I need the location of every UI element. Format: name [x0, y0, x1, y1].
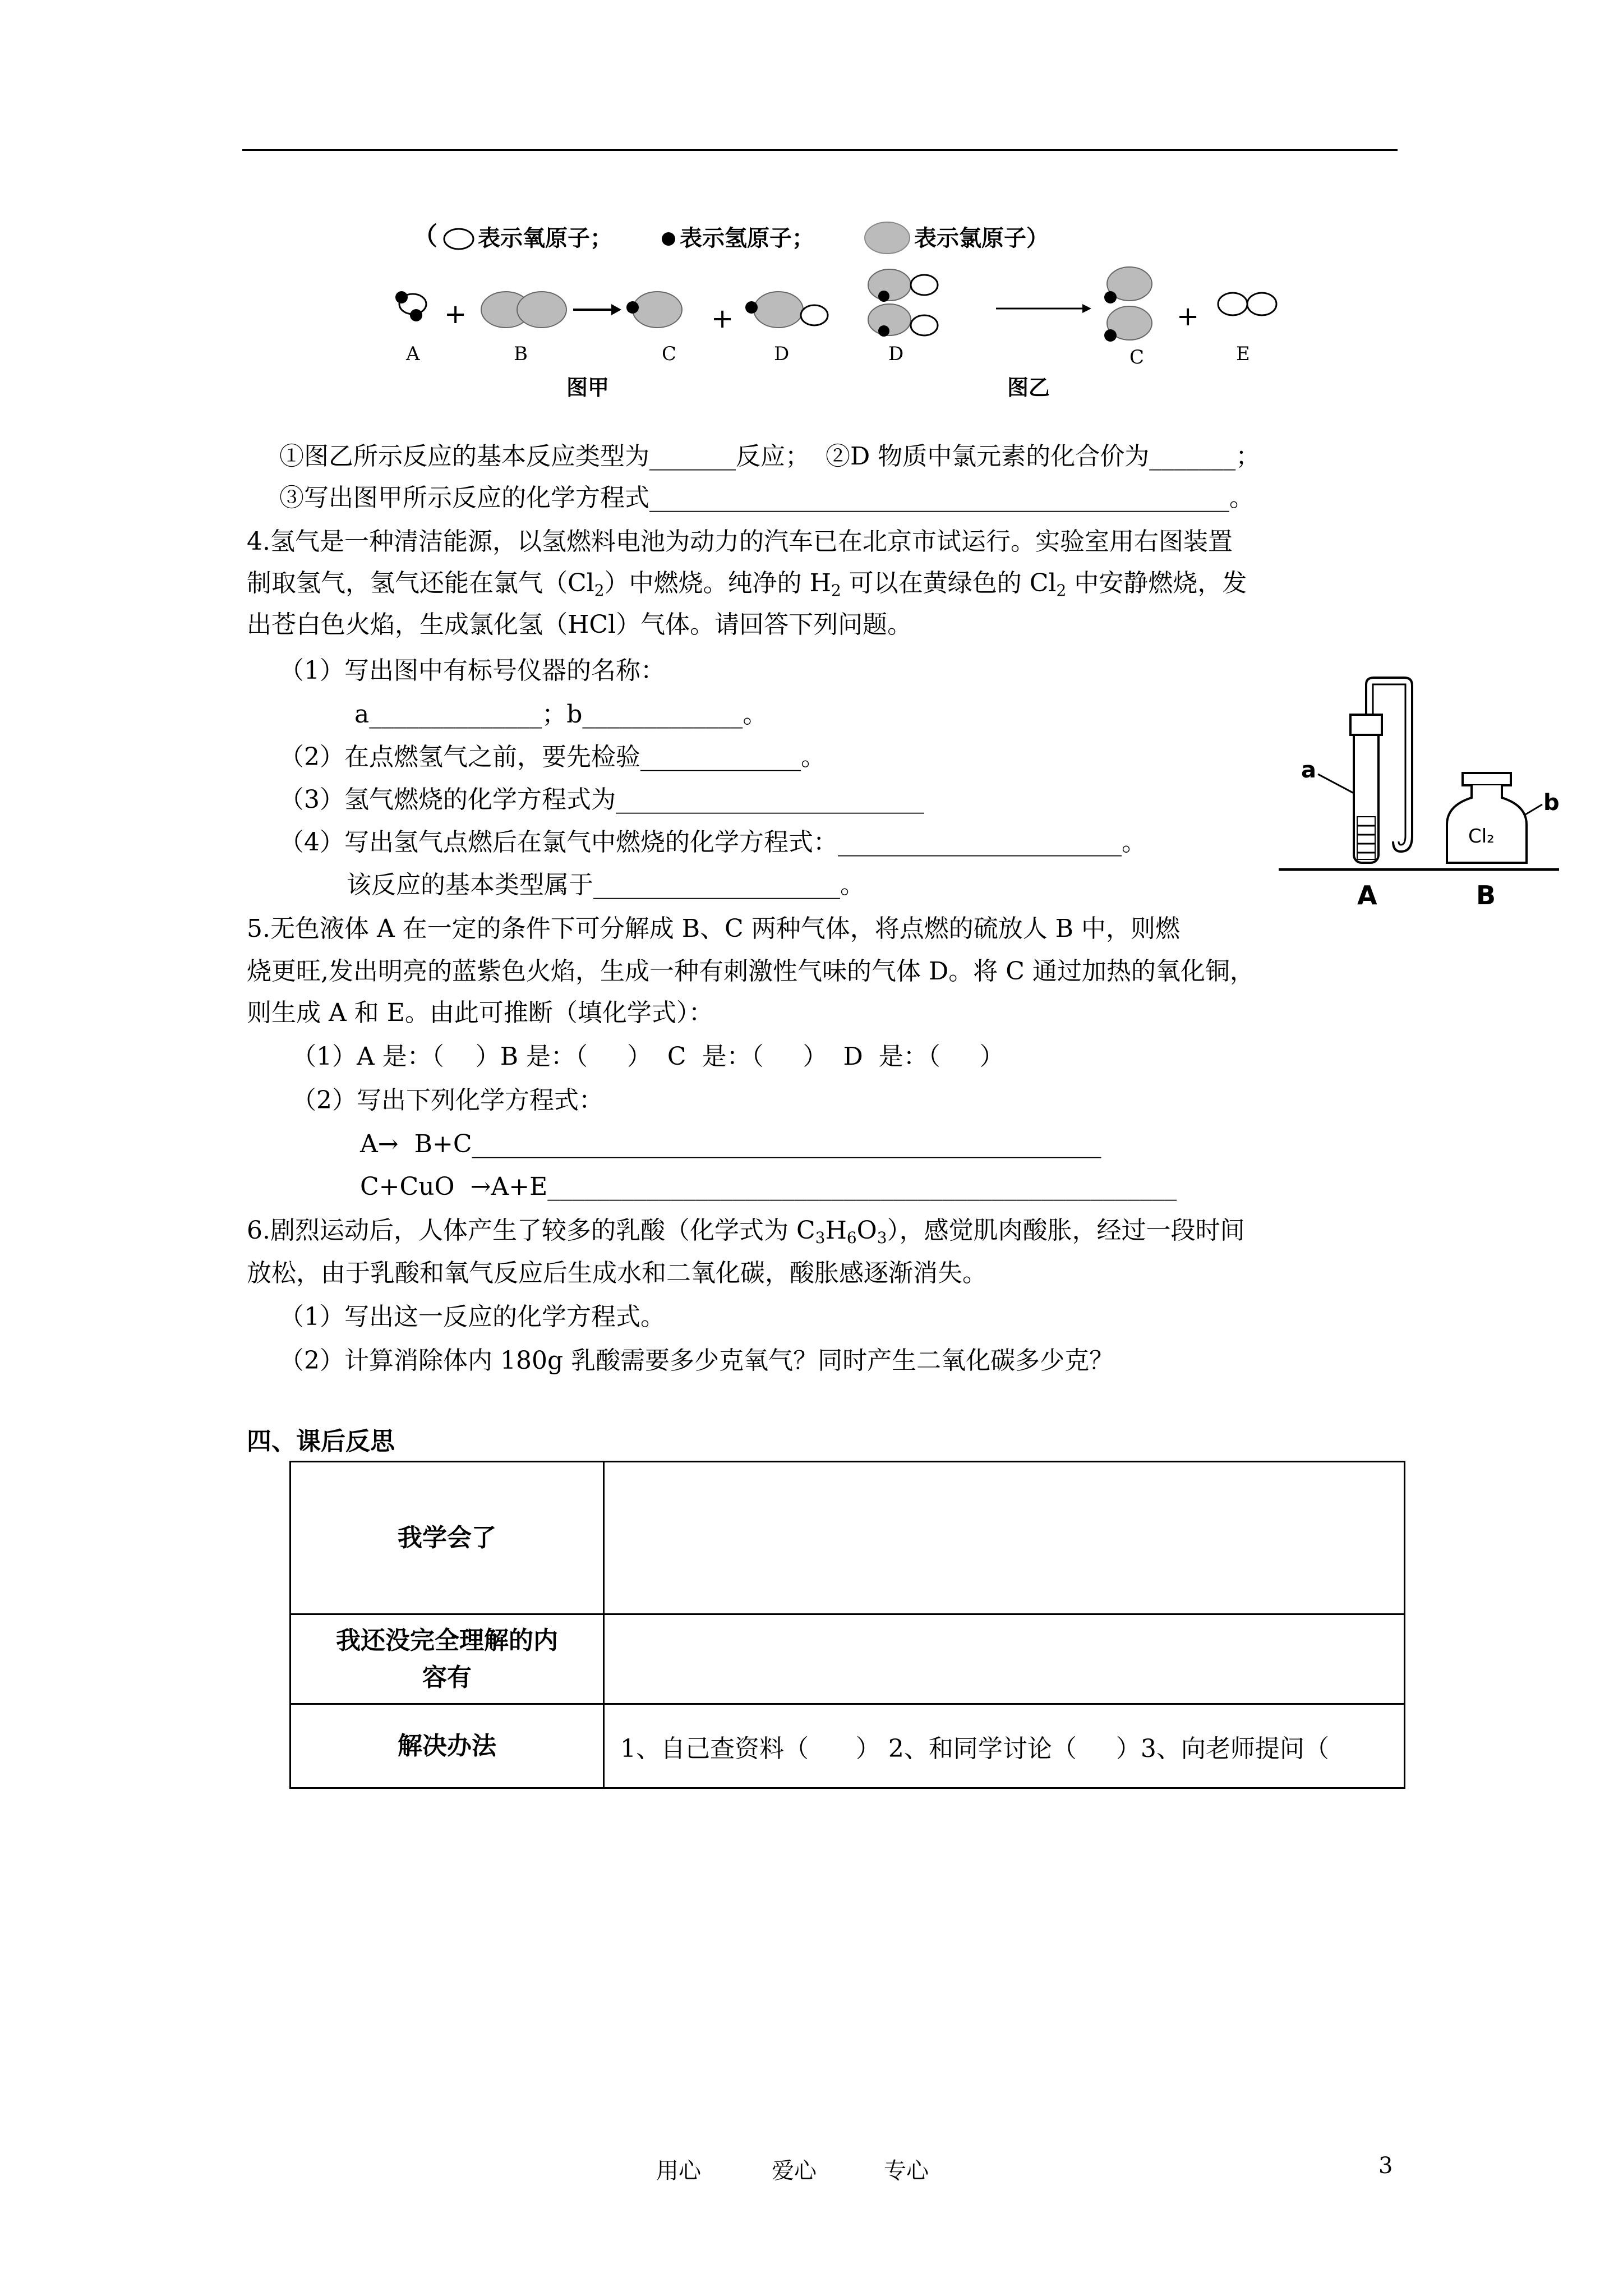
label-b: B [514, 343, 528, 365]
footer-motto-3: 专心 [884, 2158, 929, 2184]
molecule-c [626, 292, 682, 328]
q5-line2: 烧更旺,发出明亮的蓝紫色火焰，生成一种有刺激性气味的气体 D。将 C 通过加热的氧化铜， [247, 957, 1255, 986]
q4-sub2: （2）在点燃氢气之前，要先检验_____________。 [279, 743, 826, 771]
reflection-table [289, 1461, 1405, 1789]
q4-sub1: （1）写出图中有标号仪器的名称： [279, 656, 665, 685]
header-rule [242, 149, 1398, 151]
footer-motto-2: 爱心 [772, 2158, 817, 2184]
q5-line1: 5.无色液体 A 在一定的条件下可分解成 B、C 两种气体，将点燃的硫放人 B 中，则燃 [247, 914, 1181, 943]
molecule-c-pair [1104, 267, 1152, 342]
legend-oxygen-text: 表示氧原子； [478, 226, 612, 251]
stopper [1350, 715, 1382, 735]
gas-bottle [1447, 785, 1527, 863]
row-content[interactable] [604, 1614, 1405, 1704]
row-content[interactable] [604, 1462, 1405, 1614]
q3-line1: ①图乙所示反应的基本反应类型为_______反应； ②D 物质中氯元素的化合价为_______； [279, 442, 1261, 471]
label-d: D [774, 343, 790, 365]
label-d-yi: D [888, 343, 904, 365]
legend-chlorine-text: 表示氯原子） [914, 226, 1049, 251]
caption-yi: 图乙 [1007, 375, 1050, 400]
label-a: A [406, 343, 420, 365]
section-title: 四、课后反思 [247, 1427, 395, 1456]
q5-eq1: A→ B+C___________________________________________________ [360, 1130, 1101, 1158]
q6-line2: 放松，由于乳酸和氧气反应后生成水和二氧化碳，酸胀感逐渐消失。 [247, 1259, 987, 1287]
apparatus-figure [1279, 673, 1559, 920]
apparatus-label-a: a [1301, 757, 1316, 783]
table-row [291, 1614, 1405, 1704]
bottle-lid [1463, 773, 1511, 785]
reaction-arrow-jia [573, 304, 621, 315]
reaction-arrow-yi [996, 304, 1091, 313]
page-number: 3 [1378, 2153, 1393, 2179]
plus-sign: + [1177, 301, 1200, 332]
q6-line1: 6.剧烈运动后，人体产生了较多的乳酸（化学式为 $C_3H_6O_3$），感觉肌肉酸胀，经过一段时间 [247, 1216, 1245, 1247]
table-row [291, 1462, 1405, 1614]
q4-intro-line3: 出苍白色火焰，生成氯化氢（HCl）气体。请回答下列问题。 [247, 610, 912, 639]
apparatus-label-cl2: Cl₂ [1468, 825, 1495, 848]
q6-sub2: （2）计算消除体内 180g 乳酸需要多少克氧气？同时产生二氧化碳多少克？ [279, 1346, 1114, 1375]
q6-sub1: （1）写出这一反应的化学方程式。 [279, 1303, 665, 1331]
q4-intro-line2: 制取氢气，氢气还能在氯气$(Cl_2)$中燃烧。纯净的 $H_2$ 可以在黄绿色的 $Cl_2$ 中安静燃烧，发 [247, 569, 1247, 600]
legend-hydrogen-atom-icon [662, 232, 675, 246]
apparatus-label-B: B [1476, 880, 1496, 910]
q3-line2: ③写出图甲所示反应的化学方程式_______________________________________________。 [279, 484, 1254, 512]
plus-sign: + [711, 303, 734, 334]
molecule-b [481, 292, 566, 328]
legend-oxygen-atom-icon [444, 229, 473, 249]
apparatus-label-A: A [1357, 880, 1377, 910]
molecule-figure [381, 213, 1312, 404]
row-head: 我还没完全理解的内容有 [291, 1614, 604, 1704]
label-c-yi: C [1129, 346, 1145, 369]
q4-intro-line1: 4.氢气是一种清洁能源，以氢燃料电池为动力的汽车已在北京市试运行。实验室用右图装置 [247, 527, 1233, 556]
molecule-e [1218, 293, 1276, 315]
q4-sub3: （3）氢气燃烧的化学方程式为_________________________ [279, 785, 924, 814]
q5-eq2: C+CuO →A+E___________________________________________________ [360, 1172, 1177, 1201]
row-head: 解决办法 [291, 1704, 604, 1788]
q5-sub1: （1）A 是：（ ）B 是：（ ） C 是：（ ） D 是：（ ） [292, 1042, 1004, 1071]
molecule-d-pair [868, 269, 938, 337]
molecule-d [745, 292, 828, 328]
molecule-diagram [381, 213, 1312, 404]
q4-sub4b: 该反应的基本类型属于____________________。 [347, 871, 865, 899]
legend-hydrogen-text: 表示氢原子； [680, 226, 814, 251]
apparatus-label-b: b [1543, 790, 1559, 816]
label-e-yi: E [1236, 343, 1250, 365]
footer-motto-1: 用心 [656, 2158, 701, 2184]
row-content: 1、自己查资料（ ） 2、和同学讨论（ ）3、向老师提问（ [604, 1704, 1405, 1788]
hydrogen-apparatus-diagram [1279, 673, 1559, 920]
plus-sign: + [444, 298, 467, 330]
legend-chlorine-atom-icon [865, 222, 910, 254]
q4-sub4: （4）写出氢气点燃后在氯气中燃烧的化学方程式：_______________________。 [279, 828, 1146, 857]
q5-line3: 则生成 A 和 E。由此可推断（填化学式）： [247, 999, 713, 1027]
q4-sub1-ab: a______________；b_____________。 [354, 700, 768, 729]
table-row [291, 1704, 1405, 1788]
molecule-a [395, 291, 426, 321]
label-c: C [662, 343, 677, 365]
caption-jia: 图甲 [566, 375, 610, 400]
row-head: 我学会了 [291, 1462, 604, 1614]
q5-sub2: （2）写出下列化学方程式： [292, 1086, 603, 1115]
legend-paren: （ [413, 222, 437, 251]
